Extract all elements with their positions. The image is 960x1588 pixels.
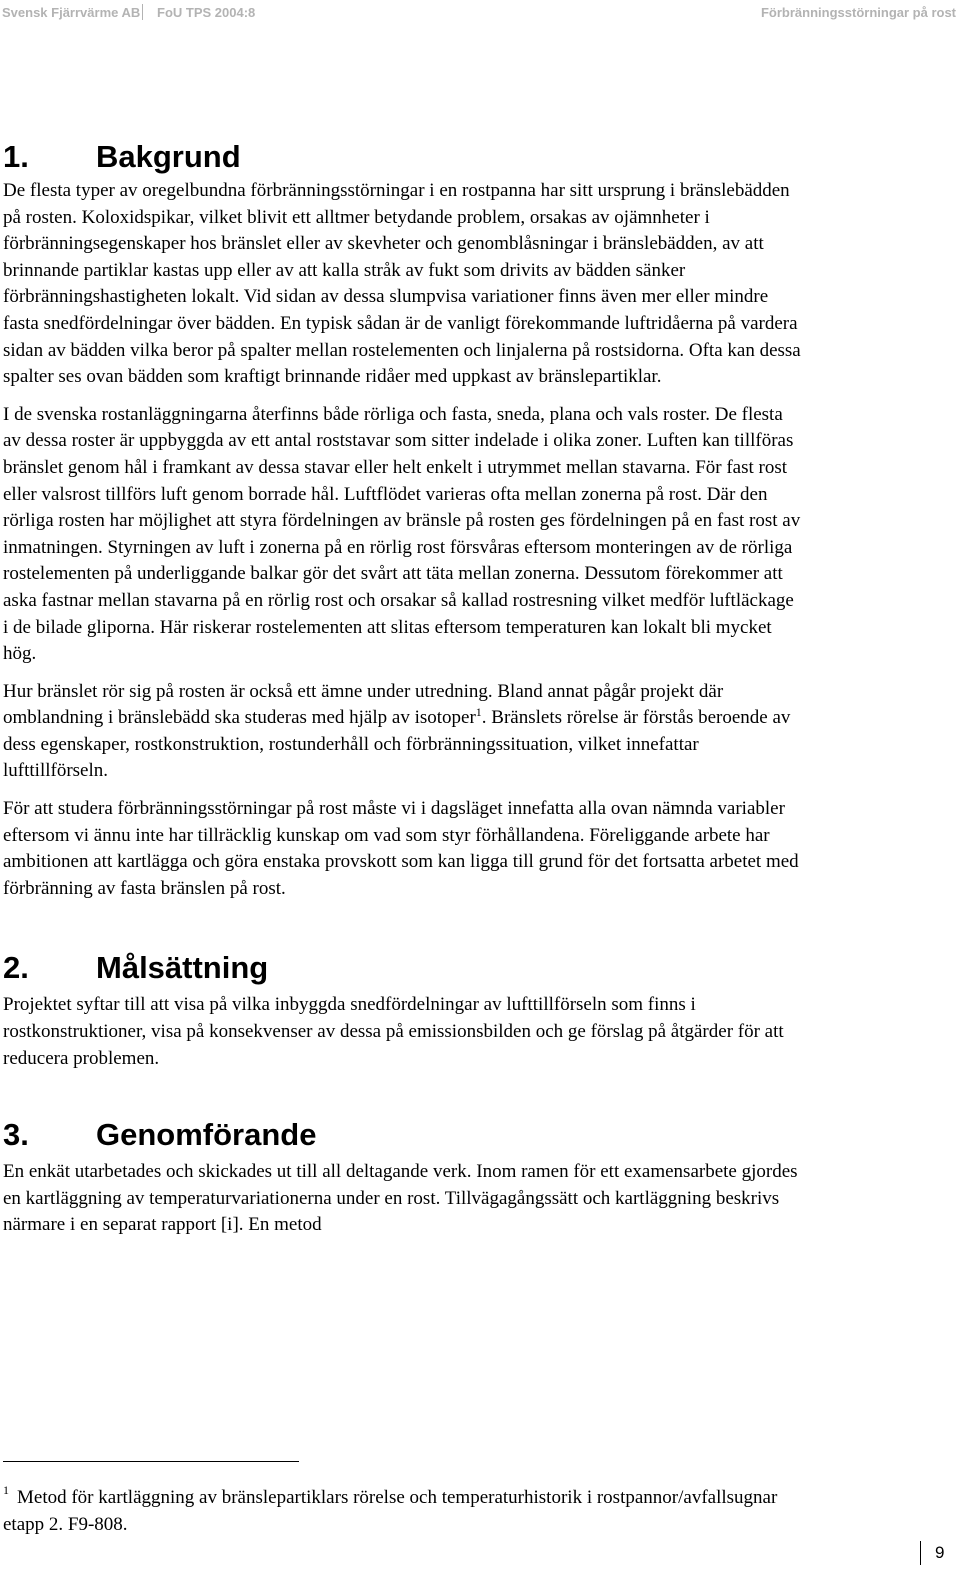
section-title: Genomförande: [96, 1117, 317, 1153]
paragraph: För att studera förbränningsstörningar på rost måste vi i dagsläget innefatta alla ovan nämnda variabler eftersom vi ännu inte har tillräcklig kunskap om vad som styr förhållandena. Föreliggande arbete har ambitionen att kartlägga och göra enstaka provskott som kan ligga till grund för det fortsatta arbetet med förbränning av fasta bränslen på rost.: [3, 798, 799, 899]
section-number: 2.: [3, 950, 29, 986]
section-bakgrund: [3, 137, 803, 902]
section-heading: [3, 948, 803, 988]
section-heading: [3, 137, 803, 177]
page-content: [3, 132, 803, 1239]
section-genomforande: [3, 1115, 803, 1239]
footnote-reference[interactable]: 1: [475, 705, 482, 720]
header-separator: [142, 4, 143, 20]
header-organization: Svensk Fjärrvärme AB: [2, 5, 141, 20]
section-title: Målsättning: [96, 950, 269, 986]
section-malsattning: [3, 948, 803, 1072]
footnote: [3, 1484, 803, 1538]
footnote-divider: [3, 1461, 299, 1462]
section-title: Bakgrund: [96, 139, 241, 174]
paragraph: Projektet syftar till att visa på vilka inbyggda snedfördelningar av lufttillförseln som finns i rostkonstruktioner, visa på konsekvenser av dessa på emissionsbilden och ge förslag på åtgärder för att reducera problemen.: [3, 994, 784, 1069]
paragraph: De flesta typer av oregelbundna förbränningsstörningar i en rostpanna har sitt ursprung i bränslebädden på rosten. Koloxidspikar, vilket blivit ett alltmer betydande problem, orsakas av ojämnheter i förbränningsegenskaper hos bränslet eller av skevheter och genomblåsningar i bränslebädden, av att brinnande partiklar kastas upp eller av att kalla stråk av fukt som drivits av bädden sänker förbränningshastigheten lokalt. Vid sidan av dessa slumpvisa variationer finns även mer eller mindre fasta snedfördelningar över bädden. En typisk sådan är de vanligt förekommande luftridåerna på vardera sidan av bädden vilka beror på spalter mellan rostelementen och linjalerna på rostsidorna. Ofta kan dessa spalter ses ovan bädden som kraftigt brinnande ridåer med uppkast av bränslepartiklar.: [3, 180, 801, 388]
header-topic: Förbränningsstörningar på rost: [760, 5, 956, 20]
paragraph: [3, 679, 803, 785]
running-header: [0, 0, 960, 24]
footnote-text: Metod för kartläggning av bränslepartiklars rörelse och temperaturhistorik i rostpannor/avfallsugnar etapp 2. F9-808.: [3, 1487, 778, 1535]
section-number: 3.: [3, 1117, 29, 1153]
paragraph-text: . Bränslets rörelse är förstås beroende av dess egenskaper, rostkonstruktion, rostunderhåll och förbränningssituation, vilket innefattar lufttillförseln.: [3, 707, 791, 782]
paragraph-text: Hur bränslet rör sig på rosten är också ett ämne under utredning. Bland annat pågår projekt där omblandning i bränslebädd ska studeras med hjälp av isotoper: [3, 680, 724, 729]
footnote-marker: 1: [3, 1483, 9, 1497]
section-heading: [3, 1115, 803, 1155]
section-number: 1.: [3, 139, 29, 174]
paragraph: En enkät utarbetades och skickades ut till all deltagande verk. Inom ramen för ett examensarbete gjordes en kartläggning av temperaturvariationerna under en rost. Tillvägagångssätt och kartläggning beskrivs närmare i en separat rapport [i]. En metod: [3, 1161, 798, 1236]
header-report-number: FoU TPS 2004:8: [157, 5, 256, 20]
page-number: 9: [920, 1541, 944, 1565]
paragraph: I de svenska rostanläggningarna återfinns både rörliga och fasta, sneda, plana och vals roster. De flesta av dessa roster är uppbyggda av ett antal roststavar som sitter indelade i olika zoner. Luften kan tillföras bränslet genom hål i framkant av dessa stavar eller helt enkelt i utrymmet mellan stavarna. För fast rost eller valsrost tillförs luft genom borrade hål. Luftflödet varieras ofta mellan zonerna på rost. Där den rörliga rosten har möjlighet att styra fördelningen av bränsle på rosten ges fördelningen på en fast rost av inmatningen. Styrningen av luft i zonerna på en rörlig rost försvåras eftersom monteringen av de rörliga rostelementen på underliggande balkar gör det svårt att täta mellan zonerna. Dessutom förekommer att aska fastnar mellan stavarna på en rörlig rost och orsakar så kallad rostresning vilket medför luftläckage i de bilade gliporna. Här riskerar rostelementen att slitas eftersom temperaturen kan lokalt bli mycket hög.: [3, 403, 801, 665]
